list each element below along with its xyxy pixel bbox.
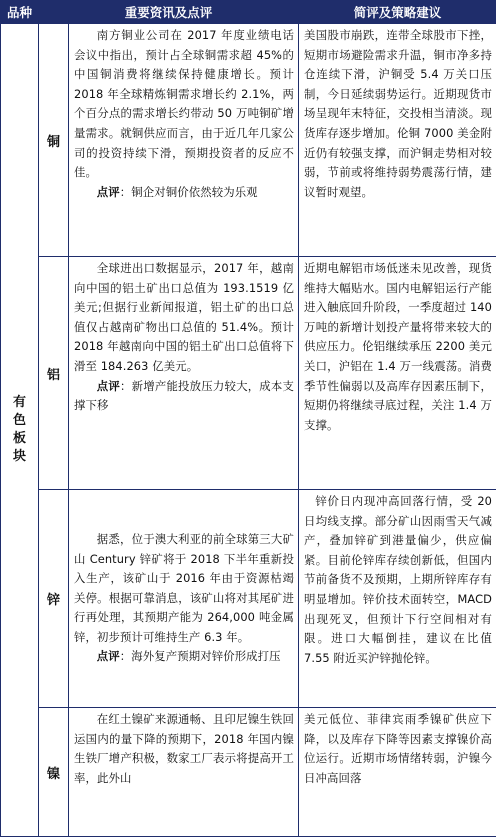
metal-zinc: 锌	[39, 490, 69, 708]
news-zinc	[69, 490, 299, 708]
news-text: 全球进出口数据显示，2017 年，越南向中国的铝土矿出口总值为 193.1519 亿美元;但据行业新闻报道，铝土矿的出口总值仅占越南矿物出口总值的 51.4%。预计 2018 年越南向中国的铝土矿出口总值将下滑至 184.263 亿美元。	[74, 259, 294, 377]
news-text: 南方铜业公司在 2017 年度业绩电话会议中指出，预计占全球铜需求超 45%的中国铜消费将继续保持健康增长。预计 2018 年全球精炼铜需求增长约 2.1%，两个百分点的需求增长约带动 50 万吨铜矿增量需求。就铜供应而言，由于近几年几家公司的投资持续下滑，预期投资者的反应不佳。	[74, 26, 294, 183]
news-copper	[69, 24, 299, 257]
strategy-text: 锌价日内现冲高回落行情，受 20 日均线支撑。部分矿山因雨雪天气减产，叠加锌矿到港量偏少，供应偏紧。目前伦锌库存续创新低，但国内节前备货不及预期，上期所锌库存有明显增加。锌价技术面转空，MACD 出现死叉，但预计下行空间相对有限。进口大幅倒挂，建议在比值 7.55 附近买沪锌抛伦锌。	[304, 492, 492, 668]
news-text: 在红土镍矿来源通畅、且印尼镍生铁回运国内的量下降的预期下，2018 年国内镍生铁厂增产积极，数家工厂表示将提高开工率，此外山	[74, 710, 294, 788]
strategy-zinc	[299, 490, 496, 708]
table-row	[1, 257, 496, 490]
table-row	[1, 24, 496, 257]
metal-copper: 铜	[39, 24, 69, 257]
strategy-aluminum	[299, 257, 496, 490]
news-comment: 点评：海外复产预期对锌价形成打压	[74, 647, 294, 667]
header-news: 重要资讯及点评	[39, 1, 299, 24]
table-row	[1, 490, 496, 708]
news-comment: 点评：新增产能投放压力较大，成本支撑下移	[74, 377, 294, 416]
metal-nickel: 镍	[39, 708, 69, 837]
news-text: 据悉，位于澳大利亚的前全球第三大矿山 Century 锌矿将于 2018 下半年重新投入生产，该矿山于 2016 年由于资源枯竭关停。根据可靠消息，该矿山将对其尾矿进行再处理，其预期产能为 264,000 吨金属锌，初步预计可维持生产 6.3 年。	[74, 530, 294, 648]
header-strategy: 简评及策略建议	[299, 1, 496, 24]
sector-cell	[1, 24, 39, 837]
strategy-nickel	[299, 708, 496, 837]
table-row	[1, 708, 496, 837]
strategy-text: 近期电解铝市场低迷未见改善，现货维持大幅贴水。国内电解铝运行产能进入触底回升阶段，一季度超过 140 万吨的新增计划投产量将带来较大的供应压力。伦铝继续承压 2200 美元关口，沪铝在 1.4 万一线震荡。消费季节性偏弱以及高库存因素压制下，短期仍将继续寻底过程，关注 1.4 万支撑。	[304, 259, 492, 435]
header-category: 品种	[1, 1, 39, 24]
metal-aluminum: 铝	[39, 257, 69, 490]
strategy-copper	[299, 24, 496, 257]
strategy-text: 美国股市崩跌，连带全球股市下挫，短期市场避险需求升温，铜市净多持仓连续下滑，沪铜受 5.4 万关口压制，今日延续弱势运行。近期现货市场呈现年末特征，交投相当清淡。现货库存逐步增加。伦铜 7000 美金附近仍有较强支撑，而沪铜走势相对较弱，节前或将维持弱势震荡行情，建议暂时观望。	[304, 26, 492, 202]
sector-label: 有色板块	[13, 394, 27, 466]
table-header	[1, 1, 496, 24]
strategy-text: 美元低位、菲律宾雨季镍矿供应下降，以及库存下降等因素支撑镍价高位运行。近期市场情绪转弱，沪镍今日冲高回落	[304, 710, 492, 788]
news-comment: 点评：铜企对铜价依然较为乐观	[74, 183, 294, 203]
news-nickel	[69, 708, 299, 837]
news-aluminum	[69, 257, 299, 490]
